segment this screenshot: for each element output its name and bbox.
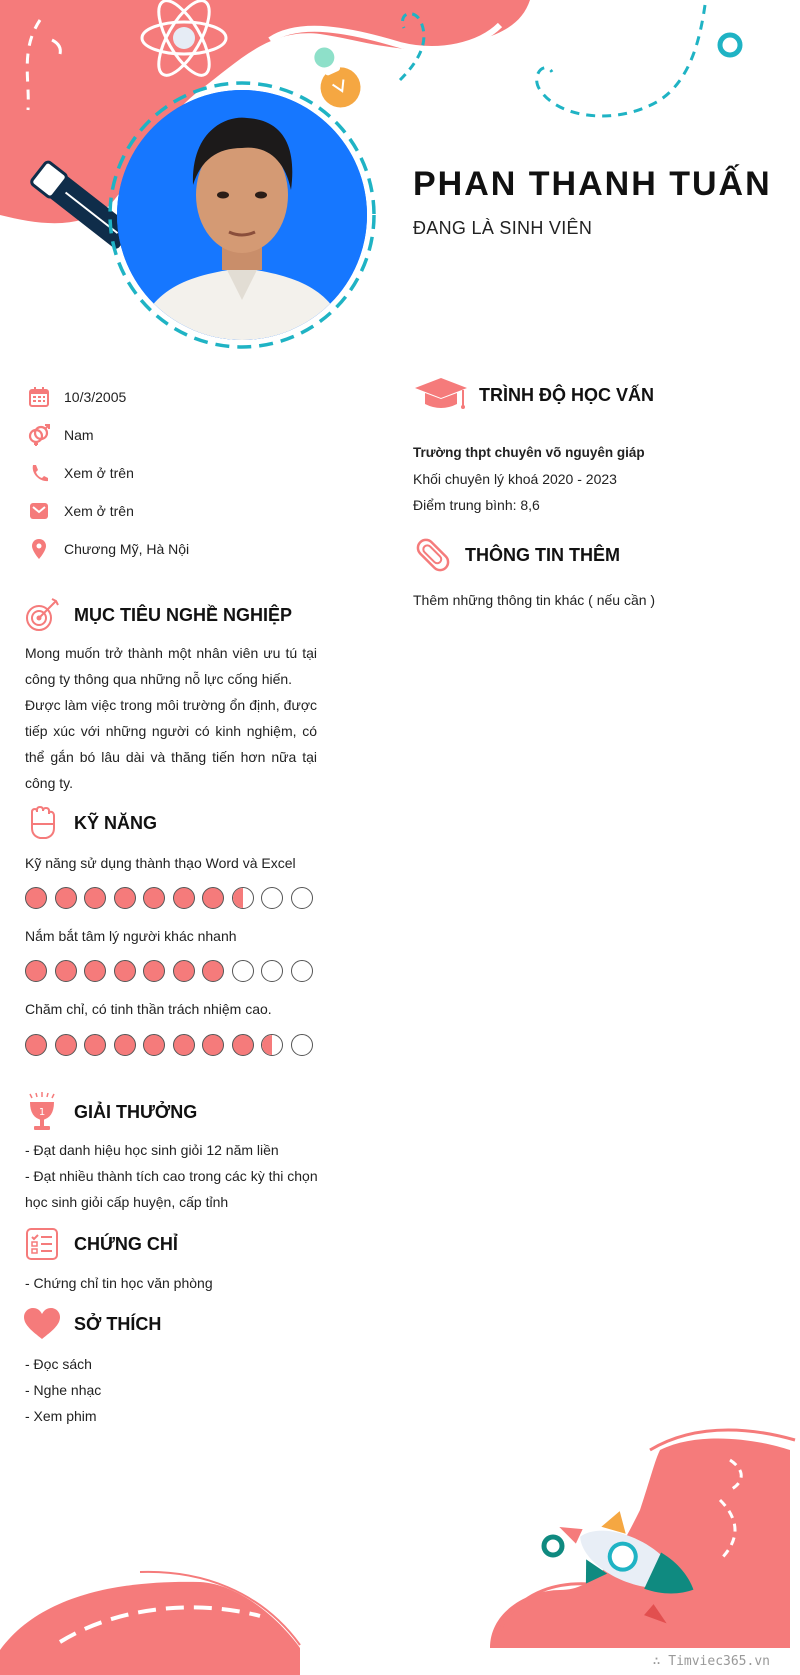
gender-text: Nam	[64, 427, 94, 443]
rating-dot	[25, 960, 47, 982]
skill-label: Nắm bắt tâm lý người khác nhanh	[25, 928, 237, 944]
email-text[interactable]: Xem ở trên	[64, 503, 134, 519]
hand-icon	[22, 803, 62, 843]
hobby-line: - Nghe nhạc	[25, 1382, 102, 1398]
rating-dot	[114, 960, 136, 982]
skill-rating	[25, 887, 320, 909]
skills-header	[22, 803, 157, 843]
rating-dot	[25, 887, 47, 909]
hobby-line: - Đọc sách	[25, 1356, 92, 1372]
education-header	[413, 375, 654, 415]
hobbies-header	[22, 1304, 161, 1344]
address-text: Chương Mỹ, Hà Nội	[64, 541, 190, 557]
rating-dot	[84, 1034, 106, 1056]
objective-line: Được làm việc trong môi trường ổn định, được	[25, 697, 317, 713]
rating-dot	[173, 1034, 195, 1056]
full-name: PHAN THANH TUẤN	[413, 165, 772, 203]
award-line: học sinh giỏi cấp huyện, cấp tỉnh	[25, 1194, 229, 1210]
education-period: Khối chuyên lý khoá 2020 - 2023	[413, 471, 617, 487]
calendar-icon	[26, 384, 52, 410]
rating-dot	[55, 887, 77, 909]
heart-icon	[22, 1304, 62, 1344]
skill-rating	[25, 960, 320, 982]
skills-title: KỸ NĂNG	[74, 812, 158, 833]
objective-line: Mong muốn trở thành một nhân viên ưu tú tại	[25, 645, 317, 661]
rating-dot	[232, 1034, 254, 1056]
rating-dot	[291, 887, 313, 909]
job-subtitle: ĐANG LÀ SINH VIÊN	[413, 218, 593, 238]
rating-dot	[143, 1034, 165, 1056]
education-text	[413, 440, 773, 518]
rating-dot	[261, 960, 283, 982]
rating-dot	[84, 960, 106, 982]
certificates-header	[22, 1224, 178, 1264]
hobby-line: - Xem phim	[25, 1408, 97, 1424]
rating-dot	[114, 887, 136, 909]
objective-line: tiếp xúc với những người có kinh nghiệm, có	[25, 723, 317, 739]
education-title: TRÌNH ĐỘ HỌC VẤN	[479, 384, 654, 405]
rating-dot	[261, 1034, 283, 1056]
extra-info-header	[413, 535, 620, 575]
rating-dot	[114, 1034, 136, 1056]
birthday-text: 10/3/2005	[64, 389, 127, 405]
rating-dot	[173, 887, 195, 909]
mail-icon	[26, 498, 52, 524]
graduation-cap-icon	[413, 375, 469, 415]
contact-email	[26, 492, 189, 530]
svg-text:1: 1	[38, 1107, 46, 1118]
awards-header	[22, 1092, 197, 1132]
extra-info-title: THÔNG TIN THÊM	[465, 544, 620, 565]
awards-text	[25, 1137, 335, 1215]
school-name: Trường thpt chuyên võ nguyên giáp	[413, 445, 645, 460]
name-block	[413, 165, 772, 239]
rating-dot	[25, 1034, 47, 1056]
rating-dot	[202, 960, 224, 982]
rating-dot	[291, 1034, 313, 1056]
rating-dot	[232, 887, 254, 909]
skill-label: Kỹ năng sử dụng thành thạo Word và Excel	[25, 855, 296, 871]
extra-info-text: Thêm những thông tin khác ( nếu cần )	[413, 592, 656, 608]
objective-title: MỤC TIÊU NGHỀ NGHIỆP	[74, 604, 293, 625]
objective-line: công ty thông qua những nỗ lực cống hiến.	[25, 671, 293, 687]
trophy-icon	[22, 1092, 62, 1132]
contact-address	[26, 530, 189, 568]
location-pin-icon	[26, 536, 52, 562]
rating-dot	[55, 960, 77, 982]
rating-dot	[232, 960, 254, 982]
objective-header	[22, 595, 292, 635]
rating-dot	[143, 960, 165, 982]
rating-dot	[291, 960, 313, 982]
gender-icon	[26, 422, 52, 448]
rating-dot	[143, 887, 165, 909]
contact-gender	[26, 416, 189, 454]
education-gpa: Điểm trung bình: 8,6	[413, 497, 540, 513]
target-icon	[22, 595, 62, 635]
rating-dot	[202, 887, 224, 909]
certificates-title: CHỨNG CHỈ	[74, 1233, 178, 1254]
phone-icon	[26, 460, 52, 486]
rating-dot	[55, 1034, 77, 1056]
objective-line: thể gắn bó lâu dài và thăng tiến hơn nữa tại	[25, 749, 317, 765]
objective-text	[25, 640, 317, 796]
contact-phone	[26, 454, 189, 492]
contact-birthday	[26, 378, 189, 416]
photo-ring	[106, 79, 378, 351]
rating-dot	[202, 1034, 224, 1056]
hobbies-text	[25, 1351, 335, 1429]
award-line: - Đạt nhiều thành tích cao trong các kỳ thi chọn	[25, 1168, 318, 1184]
rating-dot	[173, 960, 195, 982]
rating-dot	[261, 887, 283, 909]
award-line: - Đạt danh hiệu học sinh giỏi 12 năm liền	[25, 1142, 279, 1158]
phone-text[interactable]: Xem ở trên	[64, 465, 134, 481]
watermark: ∴ Timviec365.vn	[652, 1654, 770, 1669]
skill-label: Chăm chỉ, có tinh thần trách nhiệm cao.	[25, 1001, 272, 1017]
hobbies-title: SỞ THÍCH	[74, 1313, 162, 1334]
paperclip-icon	[413, 535, 453, 575]
certificate-line: - Chứng chỉ tin học văn phòng	[25, 1275, 213, 1291]
contact-list	[26, 378, 189, 568]
checklist-icon	[22, 1224, 62, 1264]
objective-line: công ty.	[25, 775, 73, 791]
rating-dot	[84, 887, 106, 909]
certificates-text	[25, 1270, 335, 1296]
skill-rating	[25, 1034, 320, 1056]
bottom-decoration	[0, 1420, 800, 1675]
awards-title: GIẢI THƯỞNG	[74, 1101, 198, 1122]
